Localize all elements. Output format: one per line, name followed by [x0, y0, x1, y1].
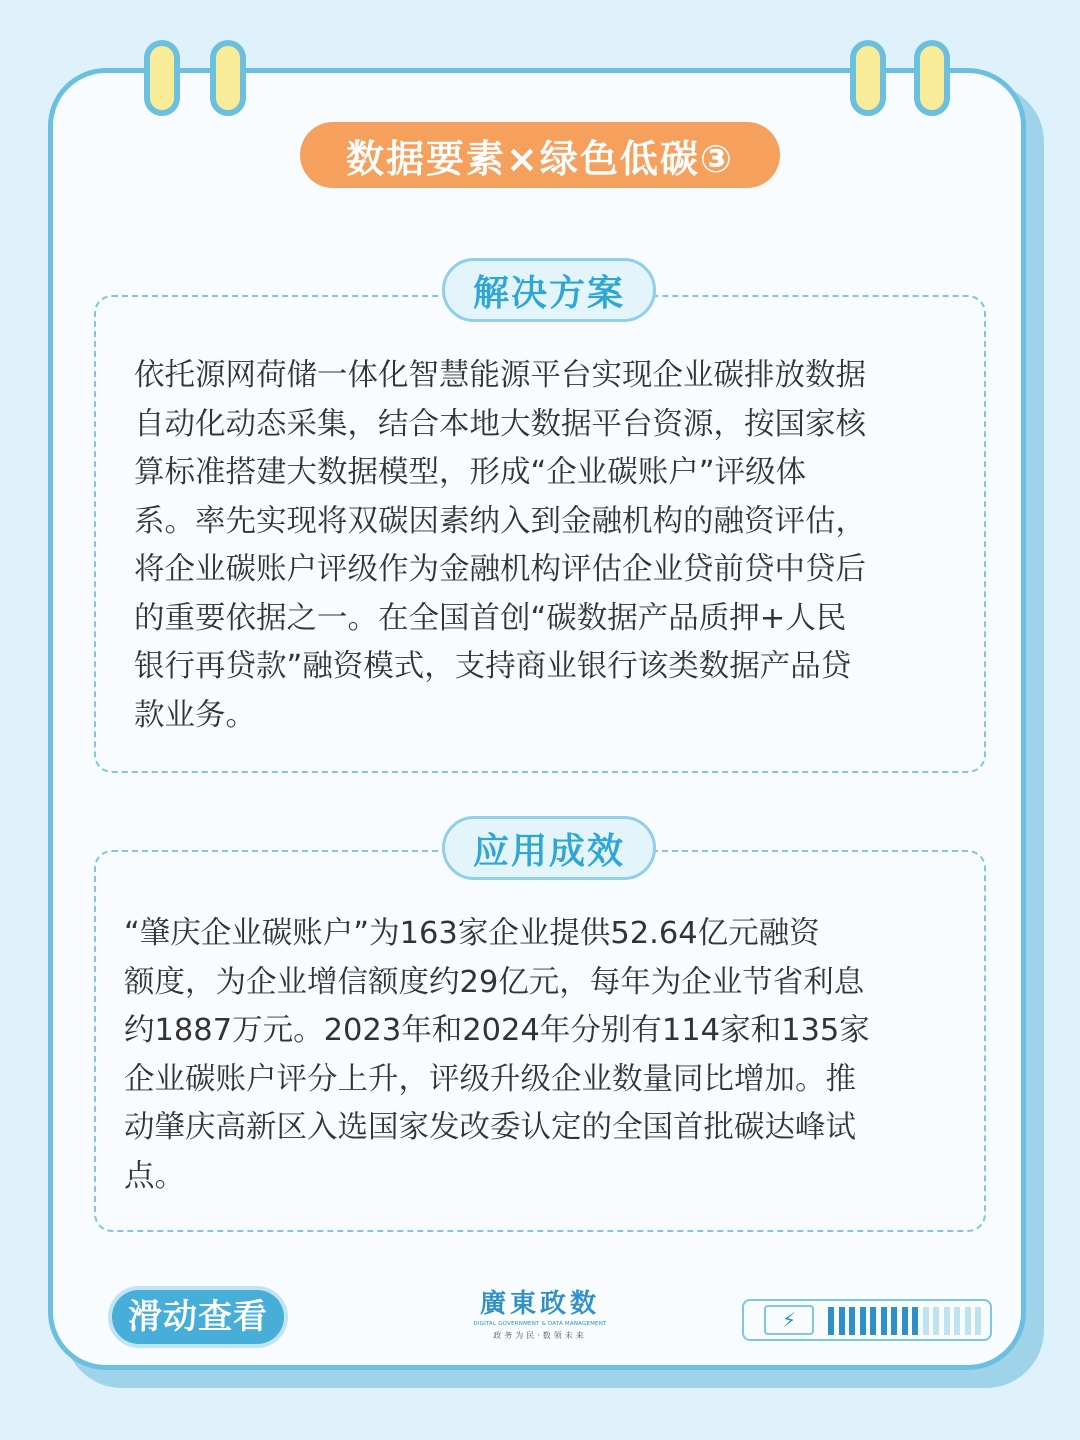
solution-heading: 解决方案 — [442, 258, 656, 322]
results-text — [124, 910, 956, 1201]
swipe-to-view-button[interactable]: 滑动查看 — [112, 1290, 284, 1344]
battery-bar — [891, 1307, 897, 1335]
results-line: 企业碳账户评分上升，评级升级企业数量同比增加。推 — [124, 1061, 856, 1097]
solution-text — [134, 352, 962, 740]
results-heading: 应用成效 — [442, 816, 656, 880]
battery-bar — [849, 1307, 855, 1335]
binder-ring-right-1 — [850, 40, 886, 116]
solution-line: 银行再贷款”融资模式，支持商业银行该类数据产品贷 — [134, 649, 852, 684]
logo-title: 廣東政数 — [479, 1289, 600, 1319]
solution-line: 系。率先实现将双碳因素纳入到金融机构的融资评估， — [134, 503, 866, 539]
battery-bar — [839, 1307, 845, 1335]
guangdong-data-logo — [464, 1288, 616, 1342]
battery-bar — [923, 1307, 929, 1335]
results-line: “肇庆企业碳账户”为163家企业提供52.64亿元融资 — [124, 916, 820, 951]
battery-bar — [912, 1307, 918, 1335]
page-title: 数据要素×绿色低碳③ — [300, 122, 780, 188]
battery-bar — [933, 1307, 939, 1335]
battery-bar — [870, 1307, 876, 1335]
battery-bar — [881, 1307, 887, 1335]
binder-ring-left-2 — [210, 40, 246, 116]
progress-battery — [742, 1299, 992, 1341]
logo-subtitle: DIGITAL GOVERNMENT & DATA MANAGEMENT — [473, 1321, 607, 1327]
battery-bar — [860, 1307, 866, 1335]
lightning-icon: ⚡ — [764, 1305, 814, 1335]
logo-slogan: 政务为民·数领未来 — [493, 1331, 587, 1340]
solution-line: 的重要依据之一。在全国首创“碳数据产品质押+人民 — [134, 600, 847, 636]
results-line: 动肇庆高新区入选国家发改委认定的全国首批碳达峰试 — [124, 1110, 856, 1145]
results-line: 额度，为企业增信额度约29亿元，每年为企业节省利息 — [124, 964, 865, 1000]
results-line: 点。 — [124, 1158, 185, 1194]
battery-bar — [965, 1307, 971, 1335]
binder-ring-left-1 — [144, 40, 180, 116]
battery-bar — [902, 1307, 908, 1335]
battery-bar — [954, 1307, 960, 1335]
binder-ring-right-2 — [914, 40, 950, 116]
solution-line: 款业务。 — [134, 697, 256, 733]
results-line: 约1887万元。2023年和2024年分别有114家和135家 — [124, 1013, 870, 1048]
solution-line: 算标准搭建大数据模型，形成“企业碳账户”评级体 — [134, 455, 807, 490]
battery-bar — [828, 1307, 834, 1335]
solution-line: 依托源网荷储一体化智慧能源平台实现企业碳排放数据 — [134, 358, 866, 393]
battery-bar — [944, 1307, 950, 1335]
solution-line: 将企业碳账户评级作为金融机构评估企业贷前贷中贷后 — [134, 552, 866, 587]
solution-line: 自动化动态采集，结合本地大数据平台资源，按国家核 — [134, 406, 866, 442]
battery-bar — [975, 1307, 981, 1335]
